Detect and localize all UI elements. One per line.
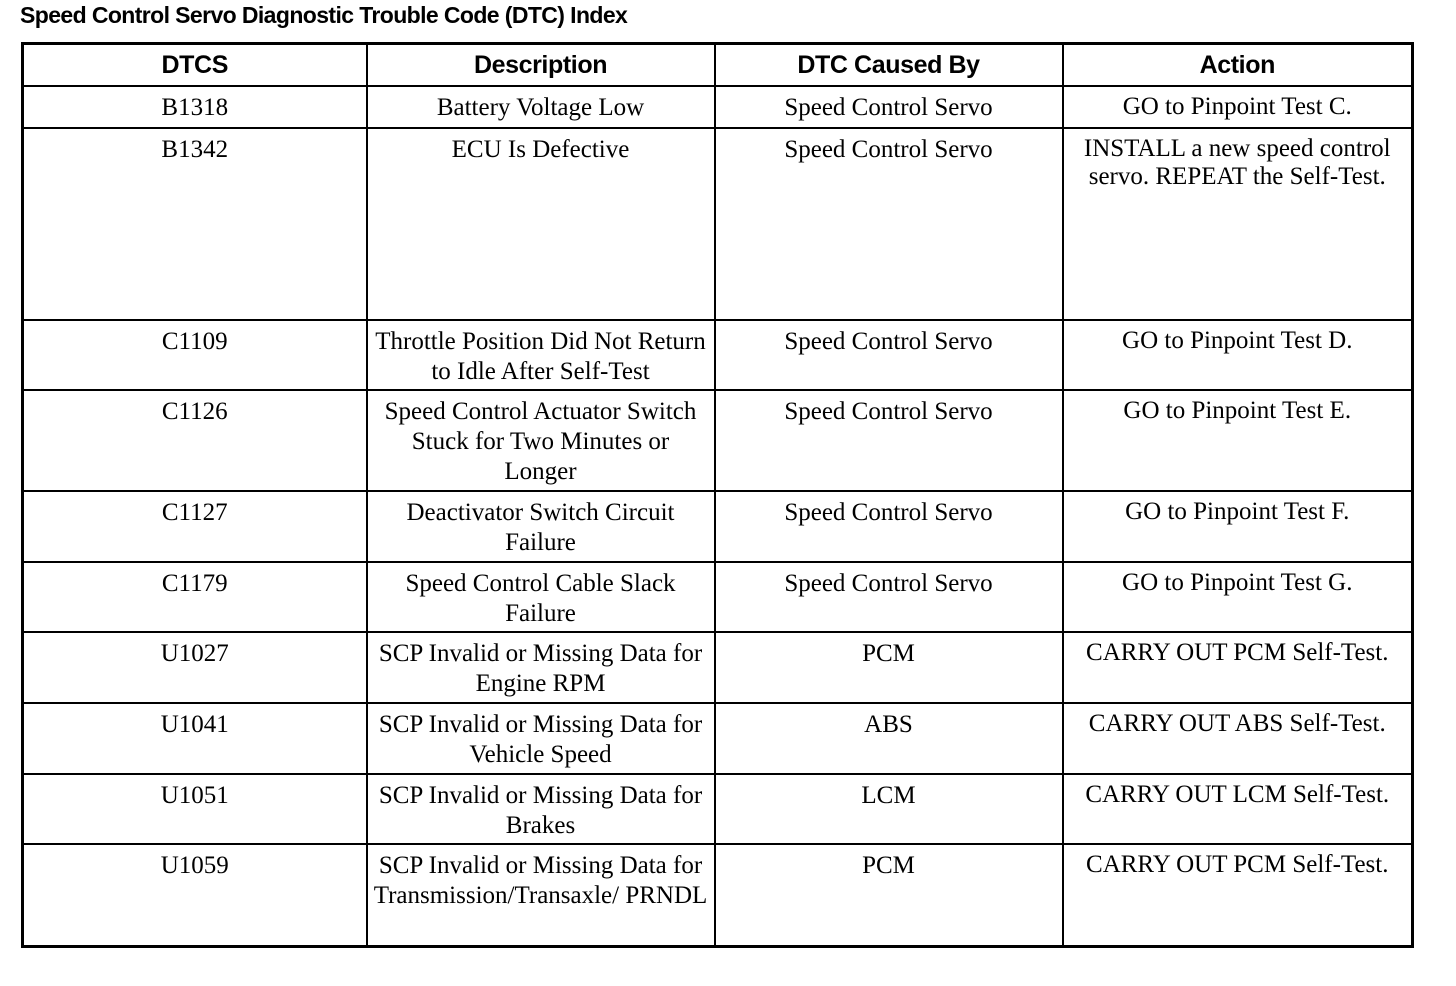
dtc-caused-by: Speed Control Servo [715, 562, 1063, 632]
dtc-code: B1342 [23, 128, 367, 320]
dtc-description: SCP Invalid or Missing Data for Transmission/Transaxle/ PRNDL [367, 844, 715, 946]
dtc-action: CARRY OUT LCM Self-Test. [1063, 774, 1413, 844]
dtc-description: Speed Control Cable Slack Failure [367, 562, 715, 632]
dtc-action: GO to Pinpoint Test F. [1063, 491, 1413, 562]
table-row [23, 703, 1413, 774]
dtc-code: C1127 [23, 491, 367, 562]
header-description: Description [367, 44, 715, 87]
dtc-caused-by: PCM [715, 632, 1063, 703]
dtc-caused-by: ABS [715, 703, 1063, 774]
dtc-description: SCP Invalid or Missing Data for Vehicle Speed [367, 703, 715, 774]
dtc-action: CARRY OUT ABS Self-Test. [1063, 703, 1413, 774]
table-row [23, 562, 1413, 632]
dtc-caused-by: Speed Control Servo [715, 320, 1063, 390]
dtc-caused-by: Speed Control Servo [715, 491, 1063, 562]
dtc-description: SCP Invalid or Missing Data for Brakes [367, 774, 715, 844]
dtc-caused-by: Speed Control Servo [715, 86, 1063, 128]
dtc-action: GO to Pinpoint Test D. [1063, 320, 1413, 390]
header-action: Action [1063, 44, 1413, 87]
dtc-code: C1109 [23, 320, 367, 390]
table-row [23, 844, 1413, 946]
document-title: Speed Control Servo Diagnostic Trouble Code (DTC) Index [20, 2, 628, 28]
dtc-description: ECU Is Defective [367, 128, 715, 320]
table-row [23, 86, 1413, 128]
dtc-code: B1318 [23, 86, 367, 128]
table-row [23, 128, 1413, 320]
header-dtcs: DTCS [23, 44, 367, 87]
dtc-caused-by: LCM [715, 774, 1063, 844]
dtc-code: C1179 [23, 562, 367, 632]
dtc-description: Deactivator Switch Circuit Failure [367, 491, 715, 562]
dtc-code: C1126 [23, 390, 367, 491]
dtc-action: GO to Pinpoint Test G. [1063, 562, 1413, 632]
dtc-caused-by: Speed Control Servo [715, 128, 1063, 320]
table-row [23, 320, 1413, 390]
header-caused-by: DTC Caused By [715, 44, 1063, 87]
dtc-action: CARRY OUT PCM Self-Test. [1063, 632, 1413, 703]
table-row [23, 491, 1413, 562]
table-row [23, 632, 1413, 703]
dtc-description: Speed Control Actuator Switch Stuck for Two Minutes or Longer [367, 390, 715, 491]
dtc-code: U1059 [23, 844, 367, 946]
dtc-description: SCP Invalid or Missing Data for Engine RPM [367, 632, 715, 703]
dtc-action: CARRY OUT PCM Self-Test. [1063, 844, 1413, 946]
table-header-row [23, 44, 1413, 87]
dtc-index-table [21, 42, 1414, 948]
dtc-caused-by: PCM [715, 844, 1063, 946]
table-row [23, 774, 1413, 844]
dtc-action: GO to Pinpoint Test E. [1063, 390, 1413, 491]
dtc-code: U1027 [23, 632, 367, 703]
dtc-code: U1051 [23, 774, 367, 844]
table-row [23, 390, 1413, 491]
dtc-code: U1041 [23, 703, 367, 774]
dtc-action: GO to Pinpoint Test C. [1063, 86, 1413, 128]
dtc-action: INSTALL a new speed control servo. REPEAT the Self-Test. [1063, 128, 1413, 320]
dtc-description: Battery Voltage Low [367, 86, 715, 128]
dtc-caused-by: Speed Control Servo [715, 390, 1063, 491]
dtc-description: Throttle Position Did Not Return to Idle After Self-Test [367, 320, 715, 390]
